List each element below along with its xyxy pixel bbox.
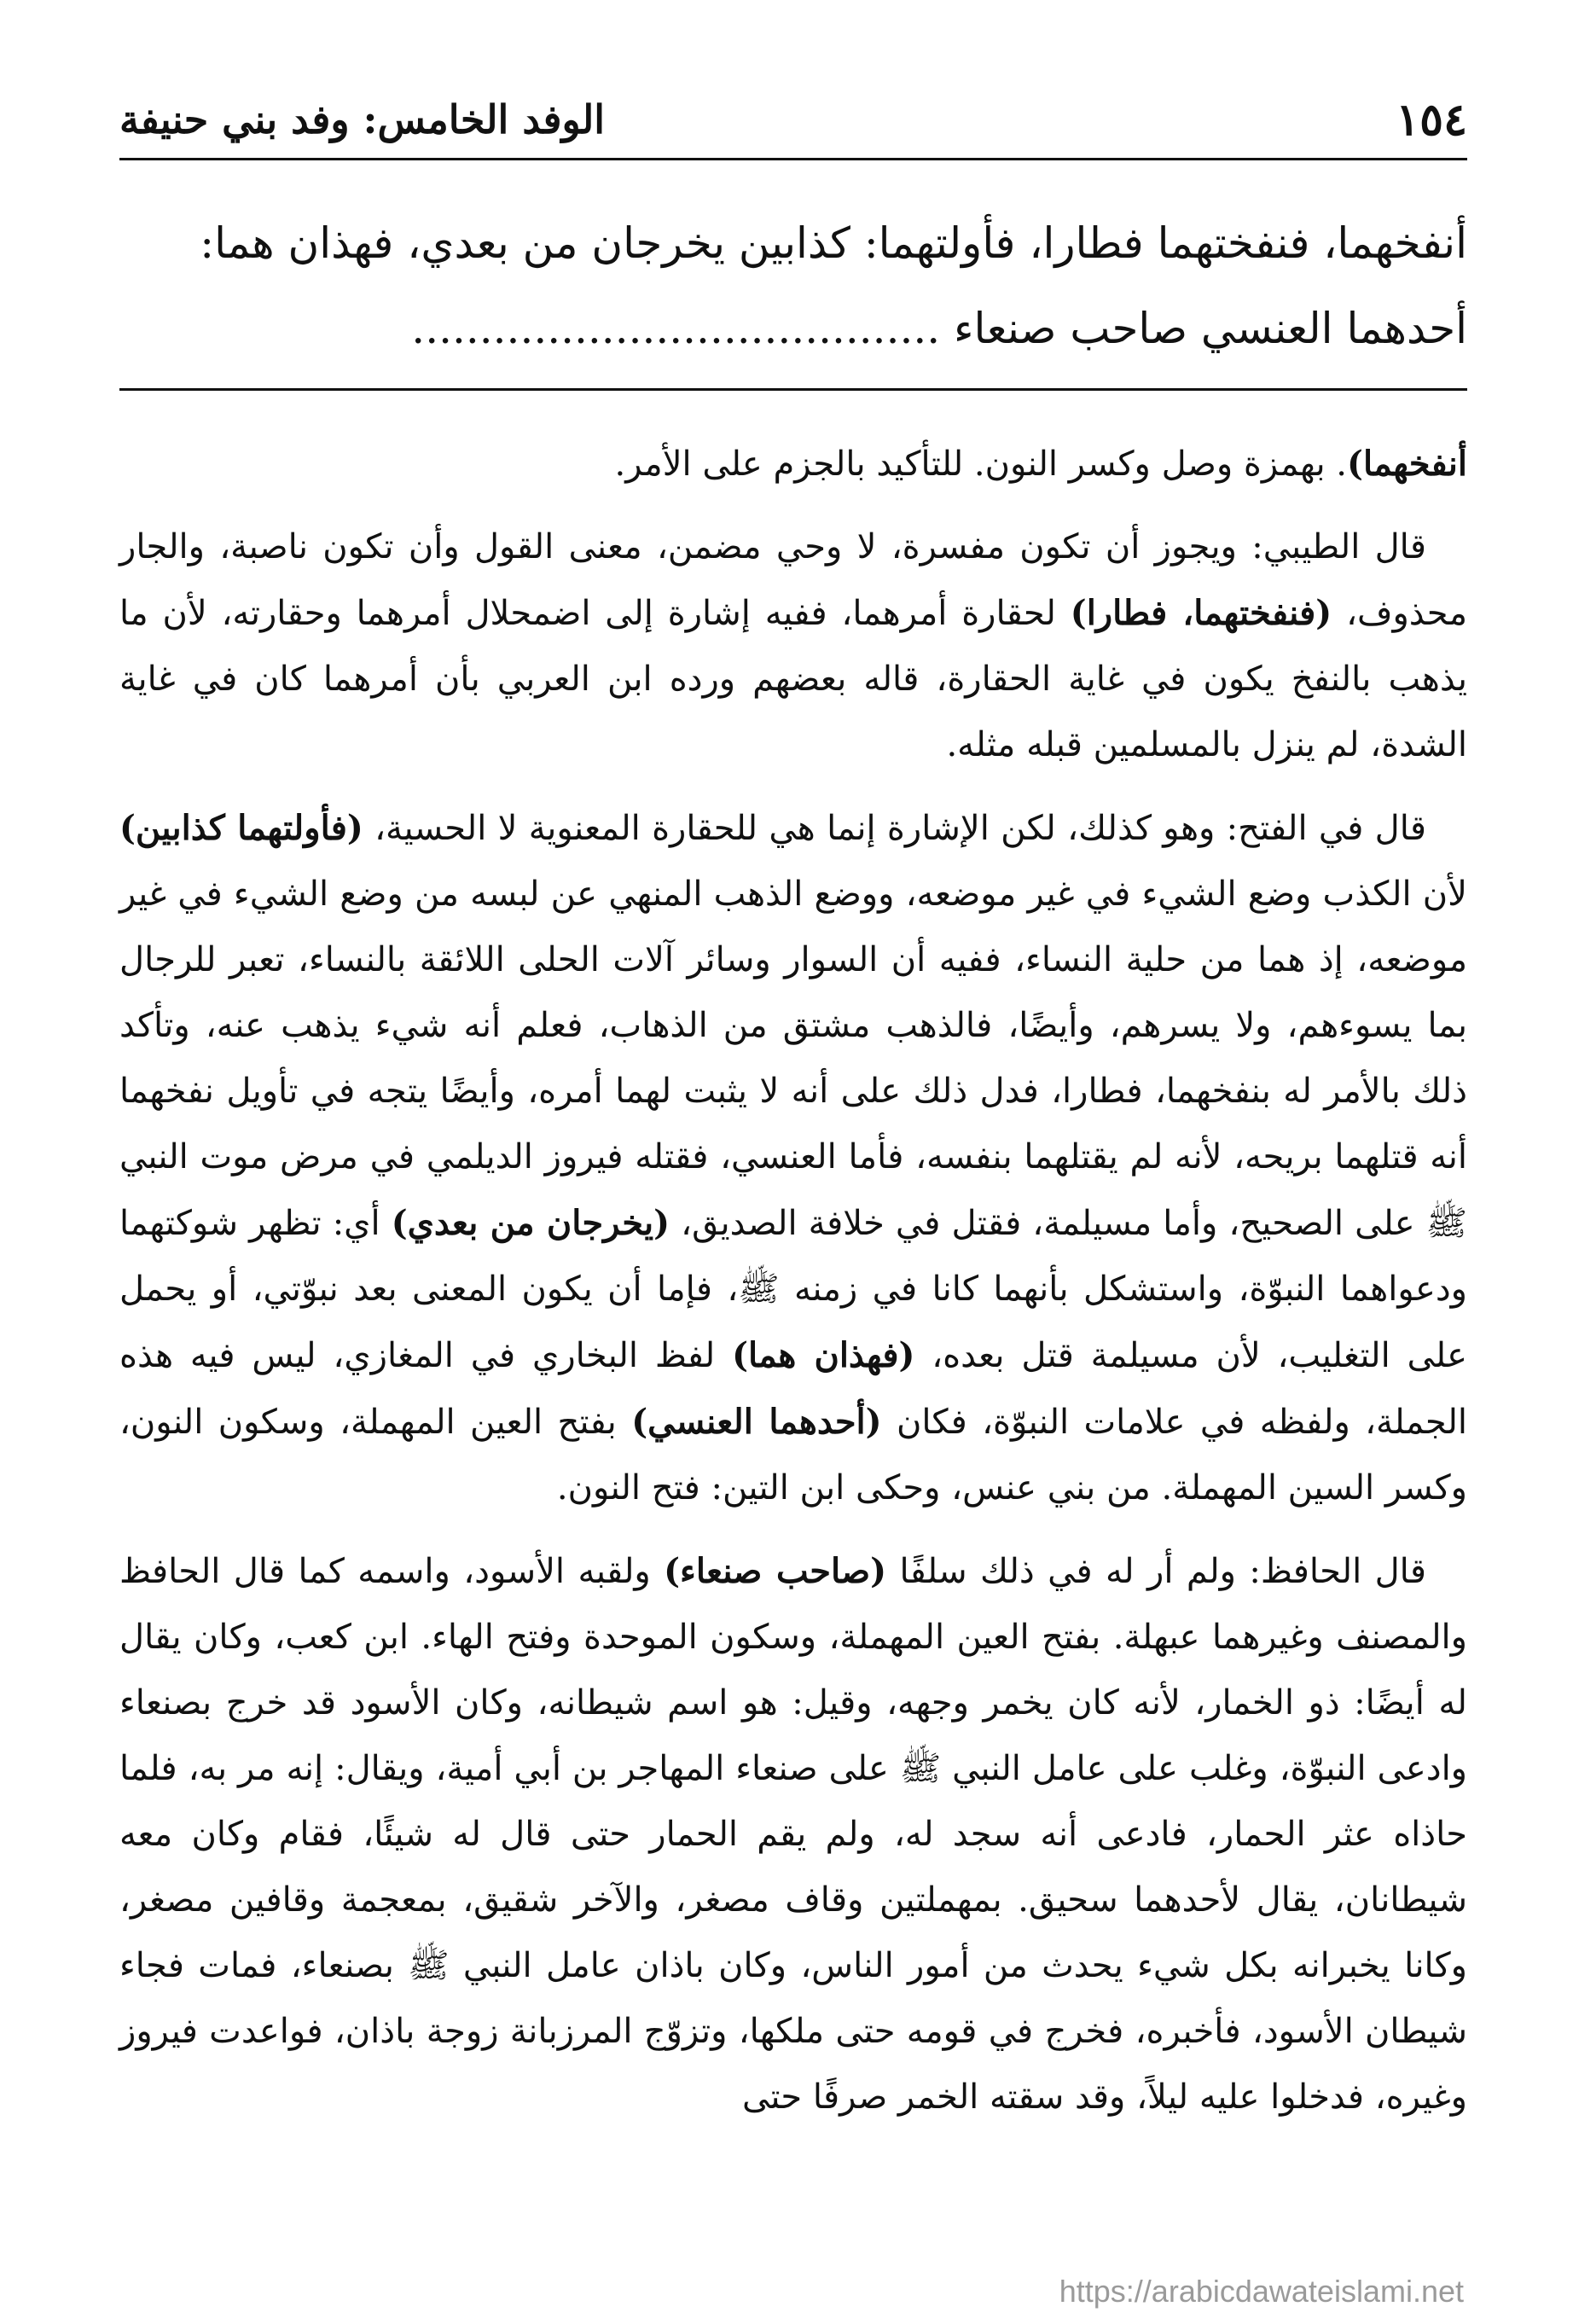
commentary-paragraph	[119, 1538, 1467, 2130]
hadith-line: أنفخهما، فنفختهما فطارا، فأولتهما: كذابين يخرجان من بعدي، فهذان هما:	[200, 218, 1467, 268]
page-number: ١٥٤	[1396, 93, 1467, 146]
bold-term: (أحدهما العنسي)	[631, 1402, 882, 1442]
bold-term: (فهذان هما)	[732, 1335, 915, 1375]
hadith-line: أحدهما العنسي صاحب صنعاء .......................................	[411, 304, 1467, 353]
paragraph-text: قال الطيبي: ويجوز أن تكون مفسرة، لا وحي مضمن، معنى القول وأن تكون ناصبة، والجار محذوف،	[119, 527, 1468, 633]
commentary-body	[119, 431, 1467, 2147]
commentary-paragraph	[119, 795, 1467, 1521]
commentary-paragraph	[119, 431, 1467, 497]
bold-term: أنفخهما)	[1347, 444, 1467, 484]
paragraph-text: لأن الكذب وضع الشيء في غير موضعه، ووضع الذهب المنهي عن لبسه من وضع الشيء في غير موضعه، إذ هما من حلية النساء، ففيه أن السوار وسائر آلات الحلى اللائقة بالنساء، تعبر للرجال بما يسوءهم، ولا يسرهم، وأيضًا، فالذهب مشتق من الذهاب، فعلم أنه شيء يذهب عنه، وتأكد ذلك بالأمر له بنفخهما، فطارا، فدل ذلك على أنه لا يثبت لهما أمره، وأيضًا يتجه في تأويل نفخهما أنه قتلهما بريحه، لأنه لم يقتلهما بنفسه، فأما العنسي، فقتله فيروز الديلمي في مرض موت النبي ﷺ على الصحيح، وأما مسيلمة، فقتل في خلافة الصديق،	[119, 874, 1467, 1243]
paragraph-text: لفظ البخاري في المغازي، ليس فيه هذه الجملة، ولفظه في علامات النبوّة، فكان	[119, 1336, 1467, 1442]
bold-term: (يخرجان من بعدي)	[391, 1203, 670, 1243]
header-rule	[119, 158, 1467, 160]
commentary-paragraph	[119, 514, 1467, 778]
paragraph-text: قال في الفتح: وهو كذلك، لكن الإشارة إنما هي للحقارة المعنوية لا الحسية،	[363, 809, 1427, 848]
paragraph-text: أي: تظهر شوكتهما ودعواهما النبوّة، واستشكل بأنهما كانا في زمنه ﷺ، فإما أن يكون المعنى بعد نبوّتي، أو يحمل على التغليب، لأن مسيلمة قتل بعده،	[119, 1204, 1467, 1375]
watermark-url: https://arabicdawateislami.net	[1059, 2274, 1464, 2309]
paragraph-text: بفتح العين المهملة، وسكون النون، وكسر السين المهملة. من بني عنس، وحكى ابن التين: فتح النون.	[119, 1403, 1467, 1508]
bold-term: (فنفختهما، فطارا)	[1070, 593, 1332, 633]
paragraph-text: قال الحافظ: ولم أر له في ذلك سلفًا	[886, 1552, 1426, 1591]
hadith-text	[119, 200, 1467, 371]
bold-term: (فأولتهما كذابين)	[119, 808, 363, 848]
paragraph-text: ولقبه الأسود، واسمه كما قال الحافظ والمصنف وغيرهما عبهلة. بفتح العين المهملة، وسكون الموحدة وفتح الهاء. ابن كعب، وكان يقال له أيضًا: ذو الخمار، لأنه كان يخمر وجهه، وقيل: هو اسم شيطانه، وكان الأسود قد خرج بصنعاء وادعى النبوّة، وغلب على عامل النبي ﷺ على صنعاء المهاجر بن أبي أمية، ويقال: إنه مر به، فلما حاذاه عثر الحمار، فادعى أنه سجد له، ولم يقم الحمار حتى قال له شيئًا، فقام وكان معه شيطانان، يقال لأحدهما سحيق. بمهملتين وقاف مصغر، والآخر شقيق، بمعجمة وقافين مصغر، وكانا يخبرانه بكل شيء يحدث من أمور الناس، وكان باذان عامل النبي ﷺ بصنعاء، فمات فجاء شيطان الأسود، فأخبره، فخرج في قومه حتى ملكها، وتزوّج المرزبانة زوجة باذان، فواعدت فيروز وغيره، فدخلوا عليه ليلاً، وقد سقته الخمر صرفًا حتى	[119, 1552, 1467, 2117]
paragraph-text: . بهمزة وصل وكسر النون. للتأكيد بالجزم على الأمر.	[614, 444, 1348, 484]
page-header	[119, 85, 1467, 154]
running-title: الوفد الخامس: وفد بني حنيفة	[119, 96, 606, 142]
document-page	[119, 68, 1467, 2269]
paragraph-text: لحقارة أمرهما، ففيه إشارة إلى اضمحلال أمرهما وحقارته، لأن ما يذهب بالنفخ يكون في غاية الحقارة، قاله بعضهم ورده ابن العربي بأن أمرهما كان في غاية الشدة، لم ينزل بالمسلمين قبله مثله.	[119, 594, 1467, 764]
bold-term: (صاحب صنعاء)	[664, 1551, 887, 1591]
section-divider	[119, 388, 1467, 391]
